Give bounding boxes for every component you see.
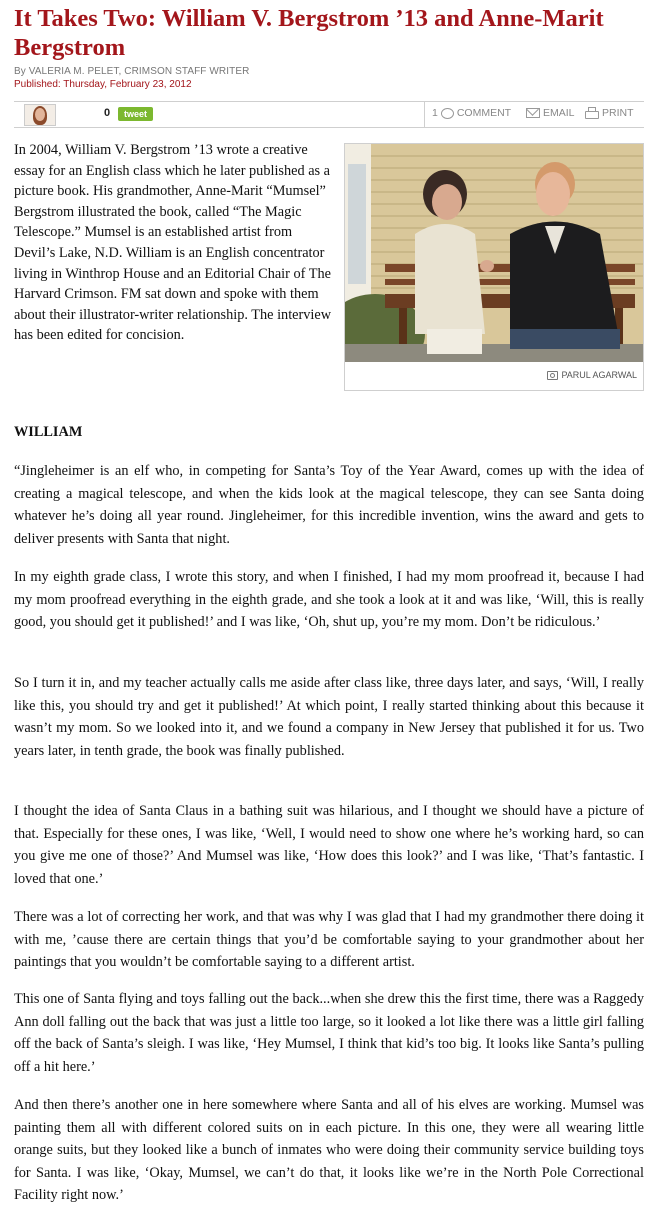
email-label: EMAIL	[543, 107, 575, 119]
intro-paragraph: In 2004, William V. Bergstrom ’13 wrote a creative essay for an English class which he later published as a picture book. His grandmother, Anne-Marit “Mumsel” Bergstrom illustrated the book, called “The Magic Telescope.” Mumsel is an established artist from Devil’s Lake, N.D. William is an English concentrator living in Winthrop House and an Editorial Chair of The Harvard Crimson. FM sat down and spoke with them about their illustrator-writer relationship. The interview has been edited for concision.	[14, 142, 332, 344]
body-paragraph: “Jingleheimer is an elf who, in competing for Santa’s Toy of the Year Award, comes up with the idea of creating a magical telescope, and when the kids look at the magical telescope, they can see Santa doing whatever he’s doing all year round. Jingleheimer, for this incredible invention, wins the award and gets to deliver presents with Santa that night.	[14, 463, 644, 547]
printer-icon	[585, 111, 599, 119]
toolbar-divider	[424, 102, 425, 127]
author-avatar[interactable]	[24, 104, 56, 126]
article-title: It Takes Two: William V. Bergstrom ’13 and Anne-Marit Bergstrom	[14, 5, 604, 61]
photo-credit	[547, 370, 637, 380]
photo-credit-name: PARUL AGARWAL	[561, 370, 637, 380]
comment-label: COMMENT	[456, 107, 512, 119]
body-paragraph: And then there’s another one in here somewhere where Santa and all of his elves are working. Mumsel was painting them all with different colored suits on in each picture. In this one, they were all wearing little orange suits, but they looked like a bunch of inmates who were doing their community service building toys for Santa. I was like, ‘Okay, Mumsel, we can’t do that, it looks like we’re in the North Pole Correctional Facility right now.’	[14, 1097, 644, 1203]
comment-bubble-icon	[441, 108, 454, 119]
tweet-button[interactable]: tweet	[118, 107, 153, 121]
speaker-heading: WILLIAM	[14, 424, 83, 440]
body-paragraph: I thought the idea of Santa Claus in a bathing suit was hilarious, and I thought we should have a picture of that. Especially for these ones, I was like, ‘Well, I would need to show one where he’s working hard, so can you give me one of those?’ And Mumsel was like, ‘How does this look?’ and I was like, ‘That’s fantastic. I loved that one.’	[14, 803, 644, 887]
body-paragraph: In my eighth grade class, I wrote this story, and when I finished, I had my mom proofread it, because I had my mom proofread everything in the eighth grade, and she took a look at it and was like, ‘Will, this is really good, you should get it published!’ and I was like, ‘Oh, shut up, you’re my mom. Don’t be ridiculous.’	[14, 569, 644, 630]
body-paragraph: So I turn it in, and my teacher actually calls me aside after class like, three days later, and says, ‘Will, I really like this, you should try and get it published!’ At which point, I really started thinking about this because it wasn’t my mom. So we looked into it, and we found a company in New Jersey that published it for us. Two years later, in tenth grade, the book was finally published.	[14, 675, 644, 759]
tweet-count: 0	[104, 107, 111, 119]
print-link[interactable]	[585, 107, 634, 119]
share-toolbar	[14, 101, 644, 128]
body-paragraph: This one of Santa flying and toys falling out the back...when she drew this the first time, there was a Raggedy Ann doll falling out the back that was just a little too large, so it looked a lot like there was a little girl falling off the back of Santa’s sleigh. I was like, ‘Hey Mumsel, I think that kid’s too big. It looks like Santa’s pulling off a hit here.’	[14, 991, 644, 1075]
comment-count: 1	[432, 107, 438, 119]
byline: By VALERIA M. PELET, CRIMSON STAFF WRITER	[14, 66, 250, 77]
comment-link[interactable]	[432, 107, 511, 119]
published-date: Published: Thursday, February 23, 2012	[14, 79, 192, 90]
body-paragraph: There was a lot of correcting her work, and that was why I was glad that I had my grandmother there doing it with me, ’cause there are certain things that you’d be comfortable saying to your grandmother about her paintings that you wouldn’t be comfortable saying to a different artist.	[14, 909, 644, 970]
print-label: PRINT	[602, 107, 634, 119]
email-link[interactable]	[526, 107, 575, 119]
article-photo	[344, 143, 644, 391]
camera-icon	[547, 371, 558, 380]
photo-image[interactable]	[345, 144, 643, 362]
envelope-icon	[526, 108, 540, 118]
